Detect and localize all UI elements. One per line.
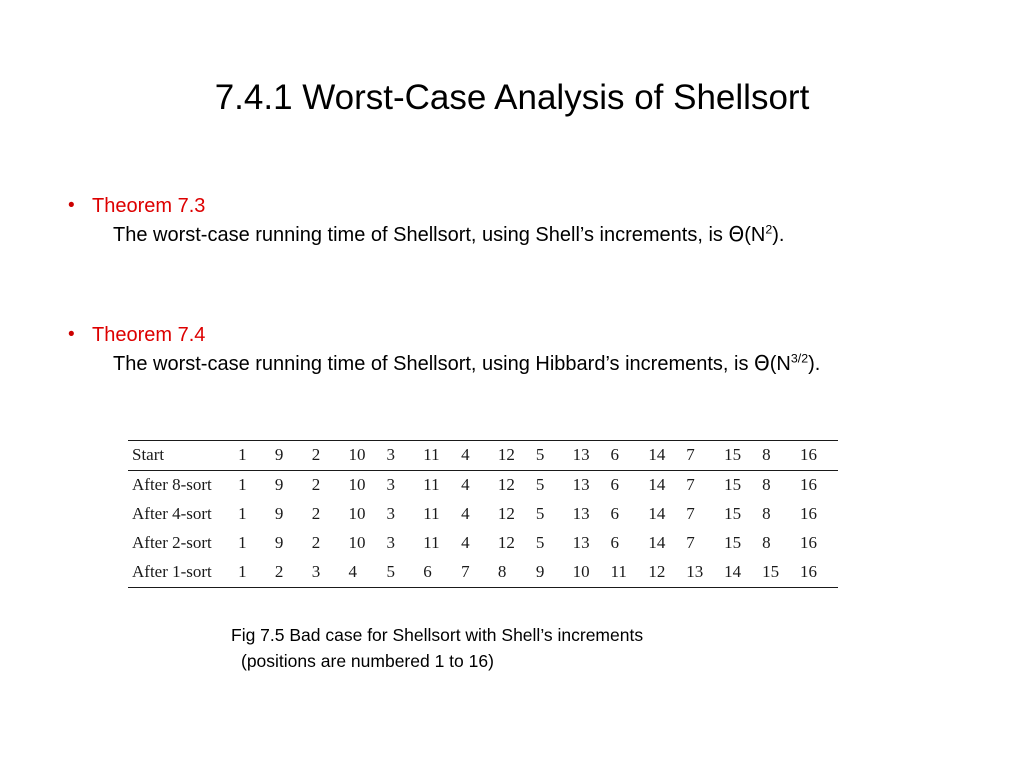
cell: 4	[461, 441, 498, 471]
cell: 6	[423, 558, 461, 588]
cell: 12	[497, 504, 515, 523]
cell: 15	[724, 441, 762, 471]
cell: 5	[386, 558, 423, 588]
cell: 12	[497, 533, 515, 552]
cell: 14	[648, 504, 666, 523]
cell: 1	[238, 558, 275, 588]
cell: 8	[498, 558, 536, 588]
cell: 13	[573, 471, 611, 501]
cell: 2	[312, 441, 349, 471]
cell: 1	[238, 504, 247, 523]
cell: 10	[348, 504, 366, 523]
cell: 5	[536, 471, 573, 501]
complexity-open: (N	[744, 224, 766, 246]
cell: 1	[238, 533, 247, 552]
cell: 6	[610, 504, 620, 523]
cell: 16	[800, 471, 838, 501]
cell: 7	[686, 533, 695, 552]
complexity-exponent: 2	[765, 222, 773, 237]
page-title: 7.4.1 Worst-Case Analysis of Shellsort	[214, 78, 810, 117]
shellsort-trace-table	[128, 440, 838, 588]
table-row	[128, 558, 838, 588]
cell: 9	[275, 441, 312, 471]
cell: 12	[648, 558, 686, 588]
row-label: After 1-sort	[128, 558, 238, 588]
bullet-theorem-7-4	[68, 321, 968, 379]
bullet-row	[68, 321, 968, 349]
cell: 11	[423, 504, 440, 523]
bullet-row	[68, 192, 968, 220]
cell: 3	[386, 504, 395, 523]
table-row	[128, 529, 838, 558]
cell: 16	[799, 504, 817, 523]
cell: 1	[238, 471, 275, 501]
figure-caption	[231, 622, 643, 674]
cell: 16	[800, 441, 838, 471]
cell: 6	[611, 471, 649, 501]
cell: 16	[800, 558, 838, 588]
cell: 5	[536, 441, 573, 471]
cell: 9	[275, 471, 312, 501]
cell: 8	[762, 533, 771, 552]
complexity-open: (N	[769, 353, 791, 375]
cell: 2	[311, 504, 321, 523]
cell: 7	[686, 471, 724, 501]
cell: 13	[686, 558, 724, 588]
cell: 15	[724, 504, 742, 523]
table-row	[128, 471, 838, 501]
cell: 11	[423, 533, 440, 552]
cell: 9	[274, 504, 284, 523]
cell: 8	[762, 441, 800, 471]
cell: 13	[573, 441, 611, 471]
cell: 11	[423, 471, 461, 501]
cell: 9	[274, 533, 284, 552]
bullet-theorem-7-3	[68, 192, 968, 250]
cell: 9	[536, 558, 573, 588]
bullet-body	[113, 349, 968, 379]
table-row	[128, 441, 838, 471]
cell: 12	[498, 441, 536, 471]
row-label: Start	[128, 441, 238, 471]
bullet-body	[113, 220, 968, 250]
cell: 2	[311, 533, 321, 552]
cell: 3	[386, 533, 395, 552]
cell: 4	[461, 504, 470, 523]
cell: 4	[461, 533, 470, 552]
cell: 11	[611, 558, 649, 588]
cell: 15	[762, 558, 800, 588]
cell: 15	[724, 533, 742, 552]
cell: 13	[572, 504, 590, 523]
cell: 10	[349, 471, 387, 501]
cell: 5	[535, 504, 545, 523]
cell: 10	[349, 441, 387, 471]
cell: 8	[762, 504, 771, 523]
cell: 14	[648, 533, 666, 552]
figure-caption-line-2: (positions are numbered 1 to 16)	[241, 651, 494, 671]
row-label: After 4-sort	[132, 504, 212, 523]
cell: 6	[610, 533, 620, 552]
cell: 4	[349, 558, 387, 588]
cell: 3	[312, 558, 349, 588]
complexity-close: ).	[772, 224, 785, 246]
cell: 3	[386, 441, 423, 471]
cell: 4	[461, 471, 498, 501]
theta-symbol: Θ	[728, 222, 745, 246]
cell: 11	[423, 441, 461, 471]
cell: 1	[238, 441, 275, 471]
cell: 3	[386, 471, 423, 501]
cell: 10	[348, 533, 366, 552]
bullet-heading: Theorem 7.4	[92, 324, 206, 346]
cell: 6	[611, 441, 649, 471]
shellsort-trace-figure	[128, 440, 838, 588]
table-row	[128, 500, 838, 529]
bullet-dot-icon: •	[68, 324, 75, 345]
cell: 14	[648, 471, 686, 501]
cell: 10	[573, 558, 611, 588]
cell: 13	[572, 533, 590, 552]
bullet-body-text: The worst-case running time of Shellsort, using Shell’s increments, is	[113, 224, 729, 246]
cell: 2	[275, 558, 312, 588]
complexity-exponent: 3/2	[790, 351, 809, 366]
row-label: After 2-sort	[132, 533, 212, 552]
cell: 16	[799, 533, 817, 552]
cell: 7	[686, 504, 695, 523]
complexity-close: ).	[808, 353, 821, 375]
cell: 5	[535, 533, 545, 552]
bullet-heading: Theorem 7.3	[92, 195, 206, 217]
cell: 7	[461, 558, 498, 588]
cell: 8	[762, 471, 800, 501]
cell: 2	[312, 471, 349, 501]
cell: 15	[724, 471, 762, 501]
row-label: After 8-sort	[128, 471, 238, 501]
cell: 7	[686, 441, 724, 471]
cell: 14	[648, 441, 686, 471]
cell: 12	[498, 471, 536, 501]
bullet-body-text: The worst-case running time of Shellsort, using Hibbard’s increments, is	[113, 353, 755, 375]
figure-caption-line-1: Fig 7.5 Bad case for Shellsort with Shell’s increments	[231, 625, 644, 645]
cell: 14	[724, 558, 762, 588]
theta-symbol: Θ	[754, 351, 770, 375]
bullet-dot-icon: •	[68, 195, 75, 216]
table-body	[128, 441, 838, 588]
